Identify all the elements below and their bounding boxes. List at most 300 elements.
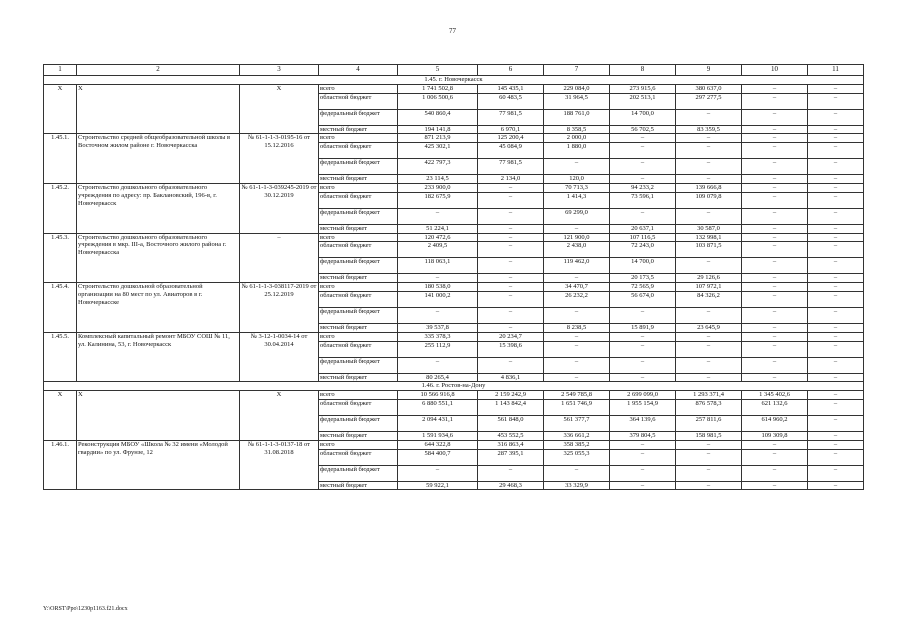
value-cell: –: [808, 431, 864, 440]
value-cell: 358 385,2: [544, 440, 610, 449]
value-cell: 316 863,4: [478, 440, 544, 449]
header-row: [44, 65, 864, 76]
funding-source-cell: всего: [319, 283, 398, 292]
value-cell: –: [742, 465, 808, 481]
value-cell: 29 468,3: [478, 481, 544, 490]
value-cell: –: [742, 159, 808, 175]
value-cell: 6 970,1: [478, 125, 544, 134]
value-cell: 1 293 371,4: [676, 391, 742, 400]
value-cell: 45 084,9: [478, 143, 544, 159]
value-cell: 335 378,3: [398, 332, 478, 341]
value-cell: 422 797,3: [398, 159, 478, 175]
value-cell: –: [676, 258, 742, 274]
value-cell: 119 462,0: [544, 258, 610, 274]
value-cell: –: [808, 391, 864, 400]
value-cell: –: [544, 274, 610, 283]
value-cell: –: [742, 283, 808, 292]
value-cell: –: [610, 357, 676, 373]
value-cell: 255 112,9: [398, 341, 478, 357]
value-cell: –: [610, 159, 676, 175]
value-cell: –: [544, 332, 610, 341]
value-cell: –: [676, 341, 742, 357]
value-cell: 132 998,1: [676, 233, 742, 242]
value-cell: 194 141,8: [398, 125, 478, 134]
value-cell: 2 000,0: [544, 134, 610, 143]
value-cell: –: [398, 208, 478, 224]
funding-source-cell: всего: [319, 440, 398, 449]
value-cell: –: [676, 208, 742, 224]
file-path-footer: Y:\ORST\Ppo\1230p1163.f21.docx: [43, 606, 128, 612]
value-cell: 4 836,1: [478, 373, 544, 382]
value-cell: –: [808, 307, 864, 323]
funding-source-cell: местный бюджет: [319, 323, 398, 332]
value-cell: –: [808, 192, 864, 208]
value-cell: 188 761,0: [544, 109, 610, 125]
value-cell: 380 637,0: [676, 84, 742, 93]
value-cell: 2 549 785,8: [544, 391, 610, 400]
value-cell: –: [742, 134, 808, 143]
item-name-cell: Х: [77, 391, 240, 441]
header-cell: 6: [478, 65, 544, 76]
value-cell: –: [478, 323, 544, 332]
value-cell: –: [742, 224, 808, 233]
value-cell: –: [742, 84, 808, 93]
value-cell: 109 079,8: [676, 192, 742, 208]
value-cell: –: [808, 93, 864, 109]
item-name-cell: Х: [77, 84, 240, 134]
value-cell: 31 964,5: [544, 93, 610, 109]
value-cell: –: [610, 134, 676, 143]
funding-source-cell: федеральный бюджет: [319, 357, 398, 373]
table-row: [44, 134, 864, 143]
value-cell: –: [610, 481, 676, 490]
header-cell: 4: [319, 65, 398, 76]
value-cell: 180 538,0: [398, 283, 478, 292]
expertise-doc-cell: Х: [240, 391, 319, 441]
value-cell: –: [742, 125, 808, 134]
value-cell: 2 134,0: [478, 175, 544, 184]
funding-source-cell: областной бюджет: [319, 192, 398, 208]
value-cell: 229 084,0: [544, 84, 610, 93]
header-cell: 7: [544, 65, 610, 76]
value-cell: 561 377,7: [544, 415, 610, 431]
funding-source-cell: федеральный бюджет: [319, 465, 398, 481]
value-cell: –: [478, 242, 544, 258]
value-cell: 287 395,1: [478, 449, 544, 465]
value-cell: 73 596,1: [610, 192, 676, 208]
value-cell: –: [676, 373, 742, 382]
value-cell: –: [676, 159, 742, 175]
value-cell: 77 981,5: [478, 159, 544, 175]
item-number-cell: 1.45.4.: [44, 283, 77, 333]
funding-source-cell: всего: [319, 233, 398, 242]
value-cell: –: [742, 143, 808, 159]
value-cell: –: [610, 332, 676, 341]
table-row: [44, 233, 864, 242]
value-cell: 56 674,0: [610, 291, 676, 307]
value-cell: –: [398, 357, 478, 373]
section-title-row: [44, 382, 864, 391]
funding-source-cell: федеральный бюджет: [319, 208, 398, 224]
value-cell: 1 345 402,6: [742, 391, 808, 400]
value-cell: 118 063,1: [398, 258, 478, 274]
table-row: [44, 332, 864, 341]
header-cell: 8: [610, 65, 676, 76]
value-cell: –: [544, 307, 610, 323]
value-cell: –: [676, 175, 742, 184]
value-cell: –: [676, 332, 742, 341]
value-cell: 540 860,4: [398, 109, 478, 125]
value-cell: –: [808, 449, 864, 465]
value-cell: 1 741 502,8: [398, 84, 478, 93]
item-name-cell: Строительство средней общеобразовательной школы в Восточном жилом районе г. Новочеркасска: [77, 134, 240, 184]
value-cell: –: [742, 258, 808, 274]
value-cell: –: [398, 307, 478, 323]
funding-source-cell: местный бюджет: [319, 175, 398, 184]
value-cell: 121 900,0: [544, 233, 610, 242]
value-cell: 2 438,0: [544, 242, 610, 258]
value-cell: –: [808, 373, 864, 382]
table-row: [44, 183, 864, 192]
funding-source-cell: федеральный бюджет: [319, 307, 398, 323]
value-cell: –: [808, 357, 864, 373]
value-cell: –: [742, 449, 808, 465]
value-cell: –: [742, 341, 808, 357]
value-cell: 120,0: [544, 175, 610, 184]
value-cell: 876 578,3: [676, 399, 742, 415]
value-cell: –: [742, 274, 808, 283]
value-cell: –: [742, 440, 808, 449]
value-cell: –: [742, 175, 808, 184]
value-cell: –: [544, 224, 610, 233]
value-cell: 561 848,0: [478, 415, 544, 431]
item-number-cell: 1.45.2.: [44, 183, 77, 233]
value-cell: –: [808, 465, 864, 481]
value-cell: 80 265,4: [398, 373, 478, 382]
value-cell: –: [478, 283, 544, 292]
value-cell: –: [808, 84, 864, 93]
value-cell: –: [610, 440, 676, 449]
value-cell: 1 955 154,9: [610, 399, 676, 415]
value-cell: 257 811,6: [676, 415, 742, 431]
value-cell: 109 309,8: [742, 431, 808, 440]
value-cell: –: [742, 307, 808, 323]
value-cell: 379 804,5: [610, 431, 676, 440]
value-cell: –: [808, 283, 864, 292]
value-cell: –: [544, 341, 610, 357]
value-cell: –: [478, 274, 544, 283]
value-cell: 621 132,6: [742, 399, 808, 415]
expertise-doc-cell: –: [240, 233, 319, 283]
value-cell: –: [742, 183, 808, 192]
value-cell: –: [808, 274, 864, 283]
value-cell: –: [676, 109, 742, 125]
item-name-cell: Строительство дошкольного образовательного учреждения в мкр. III-а, Восточного жилого района г. Новочеркасска: [77, 233, 240, 283]
funding-source-cell: местный бюджет: [319, 481, 398, 490]
value-cell: –: [808, 323, 864, 332]
value-cell: –: [478, 357, 544, 373]
value-cell: 20 637,1: [610, 224, 676, 233]
value-cell: 39 537,8: [398, 323, 478, 332]
value-cell: 273 915,6: [610, 84, 676, 93]
funding-source-cell: областной бюджет: [319, 341, 398, 357]
table-row: [44, 84, 864, 93]
expertise-doc-cell: № 61-1-1-3-0195-16 от 15.12.2016: [240, 134, 319, 184]
funding-source-cell: всего: [319, 391, 398, 400]
value-cell: 325 055,3: [544, 449, 610, 465]
item-number-cell: 1.45.5.: [44, 332, 77, 382]
value-cell: 33 329,9: [544, 481, 610, 490]
value-cell: –: [676, 134, 742, 143]
item-number-cell: Х: [44, 84, 77, 134]
value-cell: 425 302,1: [398, 143, 478, 159]
value-cell: 2 699 099,0: [610, 391, 676, 400]
value-cell: –: [478, 465, 544, 481]
value-cell: –: [478, 192, 544, 208]
value-cell: 1 006 500,6: [398, 93, 478, 109]
value-cell: 70 713,3: [544, 183, 610, 192]
funding-source-cell: областной бюджет: [319, 399, 398, 415]
value-cell: –: [676, 465, 742, 481]
value-cell: –: [478, 183, 544, 192]
value-cell: 94 233,2: [610, 183, 676, 192]
value-cell: 8 238,5: [544, 323, 610, 332]
value-cell: 1 880,0: [544, 143, 610, 159]
item-name-cell: Строительство дошкольного образовательного учреждения по адресу: пр. Баклановский, 196-в, г. Новочеркасск: [77, 183, 240, 233]
value-cell: –: [478, 233, 544, 242]
item-name-cell: Реконструкция МБОУ «Школа № 32 имени «Молодой гвардии» по ул. Фрунзе, 12: [77, 440, 240, 490]
value-cell: –: [478, 224, 544, 233]
value-cell: –: [808, 440, 864, 449]
value-cell: 139 666,8: [676, 183, 742, 192]
value-cell: 83 359,5: [676, 125, 742, 134]
value-cell: –: [808, 341, 864, 357]
item-name-cell: Комплексный капитальный ремонт МБОУ СОШ № 11, ул. Калинина, 53, г. Новочеркасск: [77, 332, 240, 382]
value-cell: –: [808, 109, 864, 125]
value-cell: 15 891,9: [610, 323, 676, 332]
funding-source-cell: всего: [319, 332, 398, 341]
value-cell: 20 234,7: [478, 332, 544, 341]
header-cell: 10: [742, 65, 808, 76]
value-cell: 107 116,5: [610, 233, 676, 242]
value-cell: 125 200,4: [478, 134, 544, 143]
value-cell: –: [610, 341, 676, 357]
value-cell: –: [478, 291, 544, 307]
funding-source-cell: всего: [319, 84, 398, 93]
funding-source-cell: федеральный бюджет: [319, 159, 398, 175]
value-cell: 182 675,9: [398, 192, 478, 208]
funding-source-cell: областной бюджет: [319, 143, 398, 159]
value-cell: –: [544, 373, 610, 382]
value-cell: 6 880 551,1: [398, 399, 478, 415]
funding-source-cell: федеральный бюджет: [319, 415, 398, 431]
value-cell: 14 700,0: [610, 258, 676, 274]
header-cell: 1: [44, 65, 77, 76]
value-cell: 233 900,0: [398, 183, 478, 192]
value-cell: 202 513,1: [610, 93, 676, 109]
section-title: 1.45. г. Новочеркасск: [44, 76, 864, 85]
value-cell: –: [742, 332, 808, 341]
value-cell: –: [742, 192, 808, 208]
value-cell: –: [676, 143, 742, 159]
value-cell: –: [544, 465, 610, 481]
value-cell: 59 922,1: [398, 481, 478, 490]
value-cell: 60 483,5: [478, 93, 544, 109]
value-cell: –: [676, 307, 742, 323]
section-title: 1.46. г. Ростов-на-Дону: [44, 382, 864, 391]
value-cell: 2 159 242,9: [478, 391, 544, 400]
item-name-cell: Строительство дошкольной образовательной организации на 80 мест по ул. Авиаторов в г. Новочеркасске: [77, 283, 240, 333]
value-cell: –: [808, 332, 864, 341]
value-cell: –: [742, 357, 808, 373]
value-cell: 26 232,2: [544, 291, 610, 307]
value-cell: 20 173,5: [610, 274, 676, 283]
expertise-doc-cell: № 3-12-1-0034-14 от 30.04.2014: [240, 332, 319, 382]
value-cell: 453 552,5: [478, 431, 544, 440]
funding-source-cell: областной бюджет: [319, 242, 398, 258]
value-cell: 584 400,7: [398, 449, 478, 465]
value-cell: –: [676, 481, 742, 490]
value-cell: –: [808, 399, 864, 415]
value-cell: 297 277,5: [676, 93, 742, 109]
item-number-cell: 1.45.3.: [44, 233, 77, 283]
value-cell: –: [808, 175, 864, 184]
value-cell: –: [742, 481, 808, 490]
value-cell: 141 000,2: [398, 291, 478, 307]
header-cell: 5: [398, 65, 478, 76]
funding-source-cell: местный бюджет: [319, 274, 398, 283]
value-cell: –: [742, 233, 808, 242]
value-cell: –: [808, 134, 864, 143]
value-cell: 1 651 746,9: [544, 399, 610, 415]
expertise-doc-cell: № 61-1-1-3-0137-18 от 31.08.2018: [240, 440, 319, 490]
value-cell: 72 565,9: [610, 283, 676, 292]
funding-table: [43, 64, 864, 490]
value-cell: 30 587,0: [676, 224, 742, 233]
value-cell: –: [808, 208, 864, 224]
value-cell: –: [808, 224, 864, 233]
value-cell: –: [742, 208, 808, 224]
expertise-doc-cell: № 61-1-1-3-039245-2019 от 30.12.2019: [240, 183, 319, 233]
value-cell: –: [478, 307, 544, 323]
value-cell: 72 243,0: [610, 242, 676, 258]
value-cell: –: [676, 449, 742, 465]
value-cell: –: [808, 291, 864, 307]
value-cell: 23 114,5: [398, 175, 478, 184]
value-cell: 1 143 842,4: [478, 399, 544, 415]
item-number-cell: 1.45.1.: [44, 134, 77, 184]
value-cell: –: [808, 143, 864, 159]
expertise-doc-cell: Х: [240, 84, 319, 134]
value-cell: 120 472,6: [398, 233, 478, 242]
value-cell: 84 326,2: [676, 291, 742, 307]
value-cell: 871 213,9: [398, 134, 478, 143]
table-row: [44, 391, 864, 400]
value-cell: 614 960,2: [742, 415, 808, 431]
value-cell: 14 700,0: [610, 109, 676, 125]
value-cell: 158 981,5: [676, 431, 742, 440]
value-cell: –: [808, 415, 864, 431]
funding-source-cell: федеральный бюджет: [319, 109, 398, 125]
value-cell: 77 981,5: [478, 109, 544, 125]
item-number-cell: 1.46.1.: [44, 440, 77, 490]
value-cell: –: [808, 159, 864, 175]
header-cell: 2: [77, 65, 240, 76]
value-cell: –: [808, 242, 864, 258]
value-cell: 15 398,6: [478, 341, 544, 357]
value-cell: –: [610, 449, 676, 465]
value-cell: –: [742, 323, 808, 332]
value-cell: –: [610, 373, 676, 382]
value-cell: 2 094 431,1: [398, 415, 478, 431]
value-cell: –: [610, 208, 676, 224]
value-cell: 364 139,6: [610, 415, 676, 431]
value-cell: 69 299,0: [544, 208, 610, 224]
value-cell: –: [808, 125, 864, 134]
value-cell: –: [478, 208, 544, 224]
value-cell: 336 661,2: [544, 431, 610, 440]
value-cell: –: [742, 109, 808, 125]
funding-source-cell: федеральный бюджет: [319, 258, 398, 274]
page-number: 77: [449, 27, 456, 35]
funding-source-cell: областной бюджет: [319, 291, 398, 307]
value-cell: –: [742, 291, 808, 307]
value-cell: 2 409,5: [398, 242, 478, 258]
value-cell: 51 224,1: [398, 224, 478, 233]
value-cell: –: [610, 307, 676, 323]
value-cell: 145 435,1: [478, 84, 544, 93]
value-cell: 34 470,7: [544, 283, 610, 292]
value-cell: 10 566 916,8: [398, 391, 478, 400]
value-cell: 644 322,8: [398, 440, 478, 449]
value-cell: 1 414,3: [544, 192, 610, 208]
value-cell: 23 645,9: [676, 323, 742, 332]
funding-source-cell: всего: [319, 134, 398, 143]
value-cell: –: [610, 143, 676, 159]
value-cell: –: [808, 258, 864, 274]
header-cell: 9: [676, 65, 742, 76]
value-cell: –: [610, 175, 676, 184]
expertise-doc-cell: № 61-1-1-3-038117-2019 от 25.12.2019: [240, 283, 319, 333]
value-cell: –: [398, 274, 478, 283]
funding-source-cell: местный бюджет: [319, 431, 398, 440]
value-cell: 107 972,1: [676, 283, 742, 292]
value-cell: –: [544, 159, 610, 175]
value-cell: –: [808, 481, 864, 490]
table-row: [44, 283, 864, 292]
section-title-row: [44, 76, 864, 85]
value-cell: 103 871,5: [676, 242, 742, 258]
value-cell: –: [398, 465, 478, 481]
header-cell: 11: [808, 65, 864, 76]
funding-source-cell: местный бюджет: [319, 224, 398, 233]
value-cell: –: [478, 258, 544, 274]
funding-source-cell: местный бюджет: [319, 373, 398, 382]
value-cell: 1 591 934,6: [398, 431, 478, 440]
value-cell: –: [544, 357, 610, 373]
value-cell: –: [742, 373, 808, 382]
value-cell: 29 126,6: [676, 274, 742, 283]
funding-source-cell: областной бюджет: [319, 93, 398, 109]
value-cell: –: [676, 440, 742, 449]
value-cell: 8 358,5: [544, 125, 610, 134]
value-cell: –: [610, 465, 676, 481]
header-cell: 3: [240, 65, 319, 76]
value-cell: 56 702,5: [610, 125, 676, 134]
value-cell: –: [808, 183, 864, 192]
value-cell: –: [808, 233, 864, 242]
value-cell: –: [742, 93, 808, 109]
